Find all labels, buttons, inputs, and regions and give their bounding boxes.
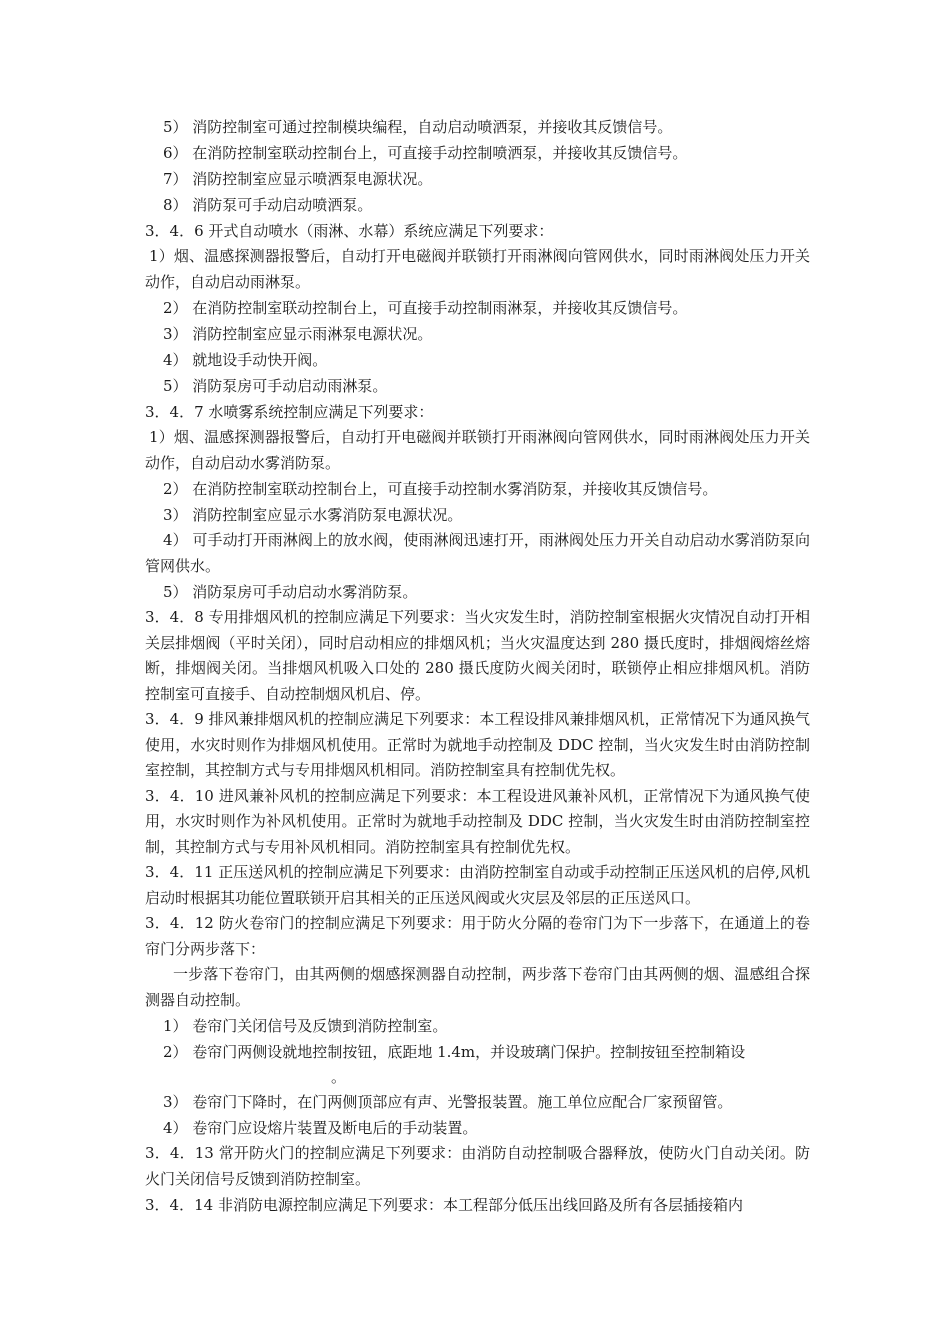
paragraph-3-4-6-item-1: 1）烟、温感探测器报警后，自动打开电磁阀并联锁打开雨淋阀向管网供水，同时雨淋阀处压力开关动作，自动启动雨淋泵。 xyxy=(145,247,810,291)
document-body xyxy=(145,114,810,1218)
paragraph-3-4-12-detail: 一步落下卷帘门，由其两侧的烟感探测器自动控制，两步落下卷帘门由其两侧的烟、温感组合探测器自动控制。 xyxy=(145,965,810,1009)
list-item: 2） 卷帘门两侧设就地控制按钮，底距地 1.4m，并设玻璃门保护。控制按钮至控制箱设 xyxy=(163,1043,746,1061)
section-heading-3-4-7: 3．4．7 水喷雾系统控制应满足下列要求： xyxy=(145,403,434,421)
section-heading-3-4-6: 3．4．6 开式自动喷水（雨淋、水幕）系统应满足下列要求： xyxy=(145,222,554,240)
paragraph-3-4-10: 3．4．10 进风兼补风机的控制应满足下列要求：本工程设进风兼补风机，正常情况下为通风换气使用，水灾时则作为补风机使用。正常时为就地手动控制及 DDC 控制，当火灾发生时由消防控制室控制，其控制方式与专用补风机相同。消防控制室具有控制优先权。 xyxy=(145,786,810,856)
list-item: 5） 消防泵房可手动启动水雾消防泵。 xyxy=(163,583,418,601)
paragraph-3-4-12: 3．4．12 防火卷帘门的控制应满足下列要求：用于防火分隔的卷帘门为下一步落下，在通道上的卷帘门分两步落下： xyxy=(145,914,810,958)
list-item: 3） 消防控制室应显示雨淋泵电源状况。 xyxy=(163,325,433,343)
list-item: 5） 消防控制室可通过控制模块编程，自动启动喷洒泵，并接收其反馈信号。 xyxy=(163,118,673,136)
paragraph-3-4-7-item-4: 4） 可手动打开雨淋阀上的放水阀，使雨淋阀迅速打开，雨淋阀处压力开关自动启动水雾消防泵向管网供水。 xyxy=(145,531,810,575)
paragraph-3-4-13: 3．4．13 常开防火门的控制应满足下列要求：由消防自动控制吸合器释放，使防火门自动关闭。防火门关闭信号反馈到消防控制室。 xyxy=(145,1144,810,1188)
trailing-period: 。 xyxy=(331,1068,347,1086)
list-item: 2） 在消防控制室联动控制台上，可直接手动控制水雾消防泵，并接收其反馈信号。 xyxy=(163,480,718,498)
list-item: 4） 就地设手动快开阀。 xyxy=(163,351,328,369)
list-item: 8） 消防泵可手动启动喷洒泵。 xyxy=(163,196,373,214)
list-item: 6） 在消防控制室联动控制台上，可直接手动控制喷洒泵，并接收其反馈信号。 xyxy=(163,144,688,162)
paragraph-3-4-7-item-1: 1）烟、温感探测器报警后，自动打开电磁阀并联锁打开雨淋阀向管网供水，同时雨淋阀处压力开关动作，自动启动水雾消防泵。 xyxy=(145,428,810,472)
list-item: 1） 卷帘门关闭信号及反馈到消防控制室。 xyxy=(163,1017,448,1035)
list-item: 3） 卷帘门下降时，在门两侧顶部应有声、光警报装置。施工单位应配合厂家预留管。 xyxy=(163,1093,733,1111)
paragraph-3-4-14: 3．4．14 非消防电源控制应满足下列要求：本工程部分低压出线回路及所有各层插接箱内 xyxy=(145,1196,743,1214)
list-item: 3） 消防控制室应显示水雾消防泵电源状况。 xyxy=(163,506,463,524)
paragraph-3-4-9: 3．4．9 排风兼排烟风机的控制应满足下列要求：本工程设排风兼排烟风机，正常情况下为通风换气使用，水灾时则作为排烟风机使用。正常时为就地手动控制及 DDC 控制，当火灾发生时由消防控制室控制，其控制方式与专用排烟风机相同。消防控制室具有控制优先权。 xyxy=(145,710,810,779)
list-item: 7） 消防控制室应显示喷洒泵电源状况。 xyxy=(163,170,433,188)
list-item: 5） 消防泵房可手动启动雨淋泵。 xyxy=(163,377,388,395)
list-item: 2） 在消防控制室联动控制台上，可直接手动控制雨淋泵，并接收其反馈信号。 xyxy=(163,299,688,317)
paragraph-3-4-11: 3．4．11 正压送风机的控制应满足下列要求：由消防控制室自动或手动控制正压送风机的启停,风机启动时根据其功能位置联锁开启其相关的正压送风阀或火灾层及邻层的正压送风口。 xyxy=(145,863,810,907)
paragraph-3-4-8: 3．4．8 专用排烟风机的控制应满足下列要求：当火灾发生时，消防控制室根据火灾情况自动打开相关层排烟阀（平时关闭），同时启动相应的排烟风机；当火灾温度达到 280 摄氏度时，排烟阀熔丝熔断，排烟阀关闭。当排烟风机吸入口处的 280 摄氏度防火阀关闭时，联锁停止相应排烟风机。消防控制室可直接手、自动控制烟风机启、停。 xyxy=(145,608,810,703)
list-item: 4） 卷帘门应设熔片装置及断电后的手动装置。 xyxy=(163,1119,478,1137)
